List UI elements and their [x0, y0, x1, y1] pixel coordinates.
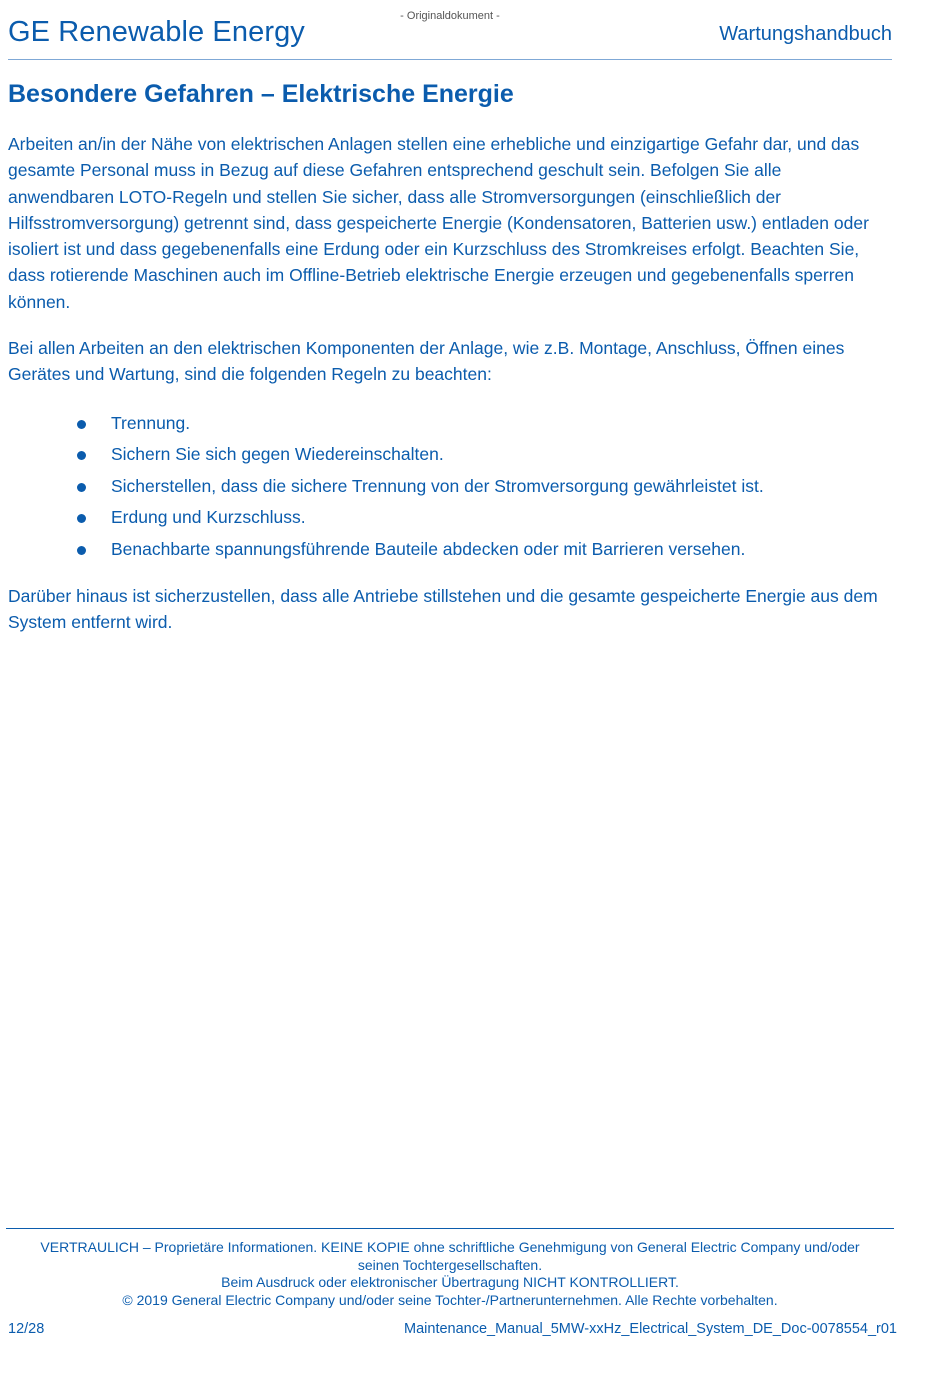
- closing-paragraph: Darüber hinaus ist sicherzustellen, dass alle Antriebe stillstehen und die gesamte gespeicherte Energie aus dem System entfernt wird.: [8, 586, 878, 633]
- bullet-icon: [77, 420, 86, 429]
- page-title: Besondere Gefahren – Elektrische Energie: [8, 80, 514, 108]
- confidentiality-notice: [0, 1239, 900, 1309]
- bullet-icon: [77, 514, 86, 523]
- page-number: 12/28: [8, 1321, 45, 1337]
- brand-name: GE Renewable Energy: [8, 16, 305, 48]
- bullet-icon: [77, 451, 86, 460]
- notice-line: seinen Tochtergesellschaften.: [357, 1256, 543, 1273]
- list-item: [8, 471, 892, 503]
- bullet-icon: [77, 483, 86, 492]
- main-content: [8, 80, 892, 656]
- footer-divider: [6, 1228, 894, 1229]
- document-id: Maintenance_Manual_5MW-xxHz_Electrical_System_DE_Doc-0078554_r01: [404, 1321, 897, 1337]
- list-item: [8, 408, 892, 440]
- rule-text: Sicherstellen, dass die sichere Trennung von der Stromversorgung gewährleistet ist.: [111, 475, 764, 496]
- intro-paragraph: Arbeiten an/in der Nähe von elektrischen Anlagen stellen eine erhebliche und einzigartige Gefahr dar, und das gesamte Personal muss in Bezug auf diese Gefahren entsprechend geschult sein. Befolgen Sie alle anwendbaren LOTO-Regeln und stellen Sie sicher, dass alle Stromversorgungen (einschließlich der Hilfsstromversorgung) getrennt sind, dass gespeicherte Energie (Kondensatoren, Batterien usw.) entladen oder isoliert ist und dass gegebenenfalls eine Erdung oder ein Kurzschluss des Stromkreises erfolgt. Beachten Sie, dass rotierende Maschinen auch im Offline-Betrieb elektrische Energie erzeugen und gegebenenfalls sperren können.: [8, 134, 869, 312]
- rules-intro-paragraph: Bei allen Arbeiten an den elektrischen Komponenten der Anlage, wie z.B. Montage, Anschluss, Öffnen eines Gerätes und Wartung, sind die folgenden Regeln zu beachten:: [8, 338, 845, 385]
- list-item: [8, 439, 892, 471]
- rule-text: Sichern Sie sich gegen Wiedereinschalten.: [111, 444, 444, 465]
- notice-line: Beim Ausdruck oder elektronischer Übertragung NICHT KONTROLLIERT.: [221, 1274, 679, 1290]
- list-item: [8, 534, 892, 566]
- rules-list: [8, 408, 892, 566]
- original-document-label: - Originaldokument -: [400, 10, 500, 22]
- rule-text: Erdung und Kurzschluss.: [111, 507, 306, 528]
- document-type: Wartungshandbuch: [719, 23, 892, 45]
- list-item: [8, 502, 892, 534]
- bullet-icon: [77, 546, 86, 555]
- copyright-line: © 2019 General Electric Company und/oder seine Tochter-/Partnerunternehmen. Alle Rechte vorbehalten.: [122, 1291, 778, 1308]
- notice-line: VERTRAULICH – Proprietäre Informationen. KEINE KOPIE ohne schriftliche Genehmigung von General Electric Company und/oder: [40, 1239, 860, 1255]
- rule-text: Benachbarte spannungsführende Bauteile abdecken oder mit Barrieren versehen.: [111, 538, 746, 559]
- rule-text: Trennung.: [111, 412, 191, 433]
- header-divider: [8, 59, 892, 60]
